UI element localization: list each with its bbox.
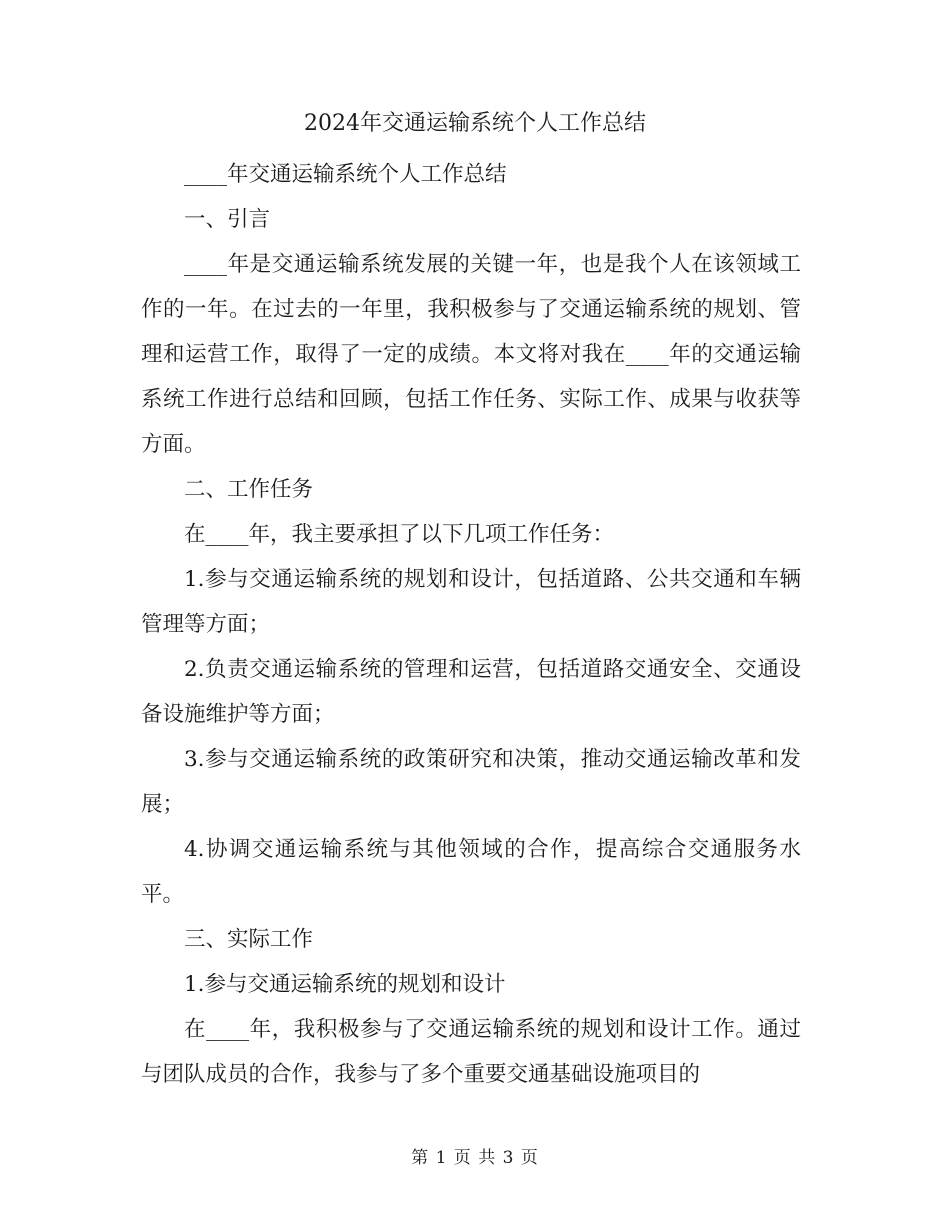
document-title: 2024年交通运输系统个人工作总结 (304, 111, 646, 136)
subsection-heading-planning: 1.参与交通运输系统的规划和设计 (184, 972, 506, 997)
section-heading-tasks: 二、工作任务 (184, 477, 314, 502)
list-item-task-4: 4.协调交通运输系统与其他领域的合作，提高综合交通服务水平。 (141, 837, 801, 907)
document-body (141, 152, 801, 1097)
section-heading-intro: 一、引言 (184, 207, 271, 232)
list-item-task-3: 3.参与交通运输系统的政策研究和决策，推动交通运输改革和发展； (141, 747, 801, 817)
paragraph-tasks-intro: 在____年，我主要承担了以下几项工作任务： (184, 522, 615, 547)
list-item-task-1: 1.参与交通运输系统的规划和设计，包括道路、公共交通和车辆管理等方面； (141, 567, 801, 637)
list-item-task-2: 2.负责交通运输系统的管理和运营，包括道路交通安全、交通设备设施维护等方面； (141, 657, 801, 727)
paragraph-intro: ____年是交通运输系统发展的关键一年，也是我个人在该领域工作的一年。在过去的一年里，我积极参与了交通运输系统的规划、管理和运营工作，取得了一定的成绩。本文将对我在____年的交通运输系统工作进行总结和回顾，包括工作任务、实际工作、成果与收获等方面。 (141, 252, 801, 457)
paragraph-planning: 在____年，我积极参与了交通运输系统的规划和设计工作。通过与团队成员的合作，我参与了多个重要交通基础设施项目的 (141, 1017, 801, 1087)
page-footer: 第 1 页 共 3 页 (411, 1148, 539, 1168)
section-heading-work: 三、实际工作 (184, 927, 314, 952)
paragraph-subtitle: ____年交通运输系统个人工作总结 (184, 162, 507, 187)
